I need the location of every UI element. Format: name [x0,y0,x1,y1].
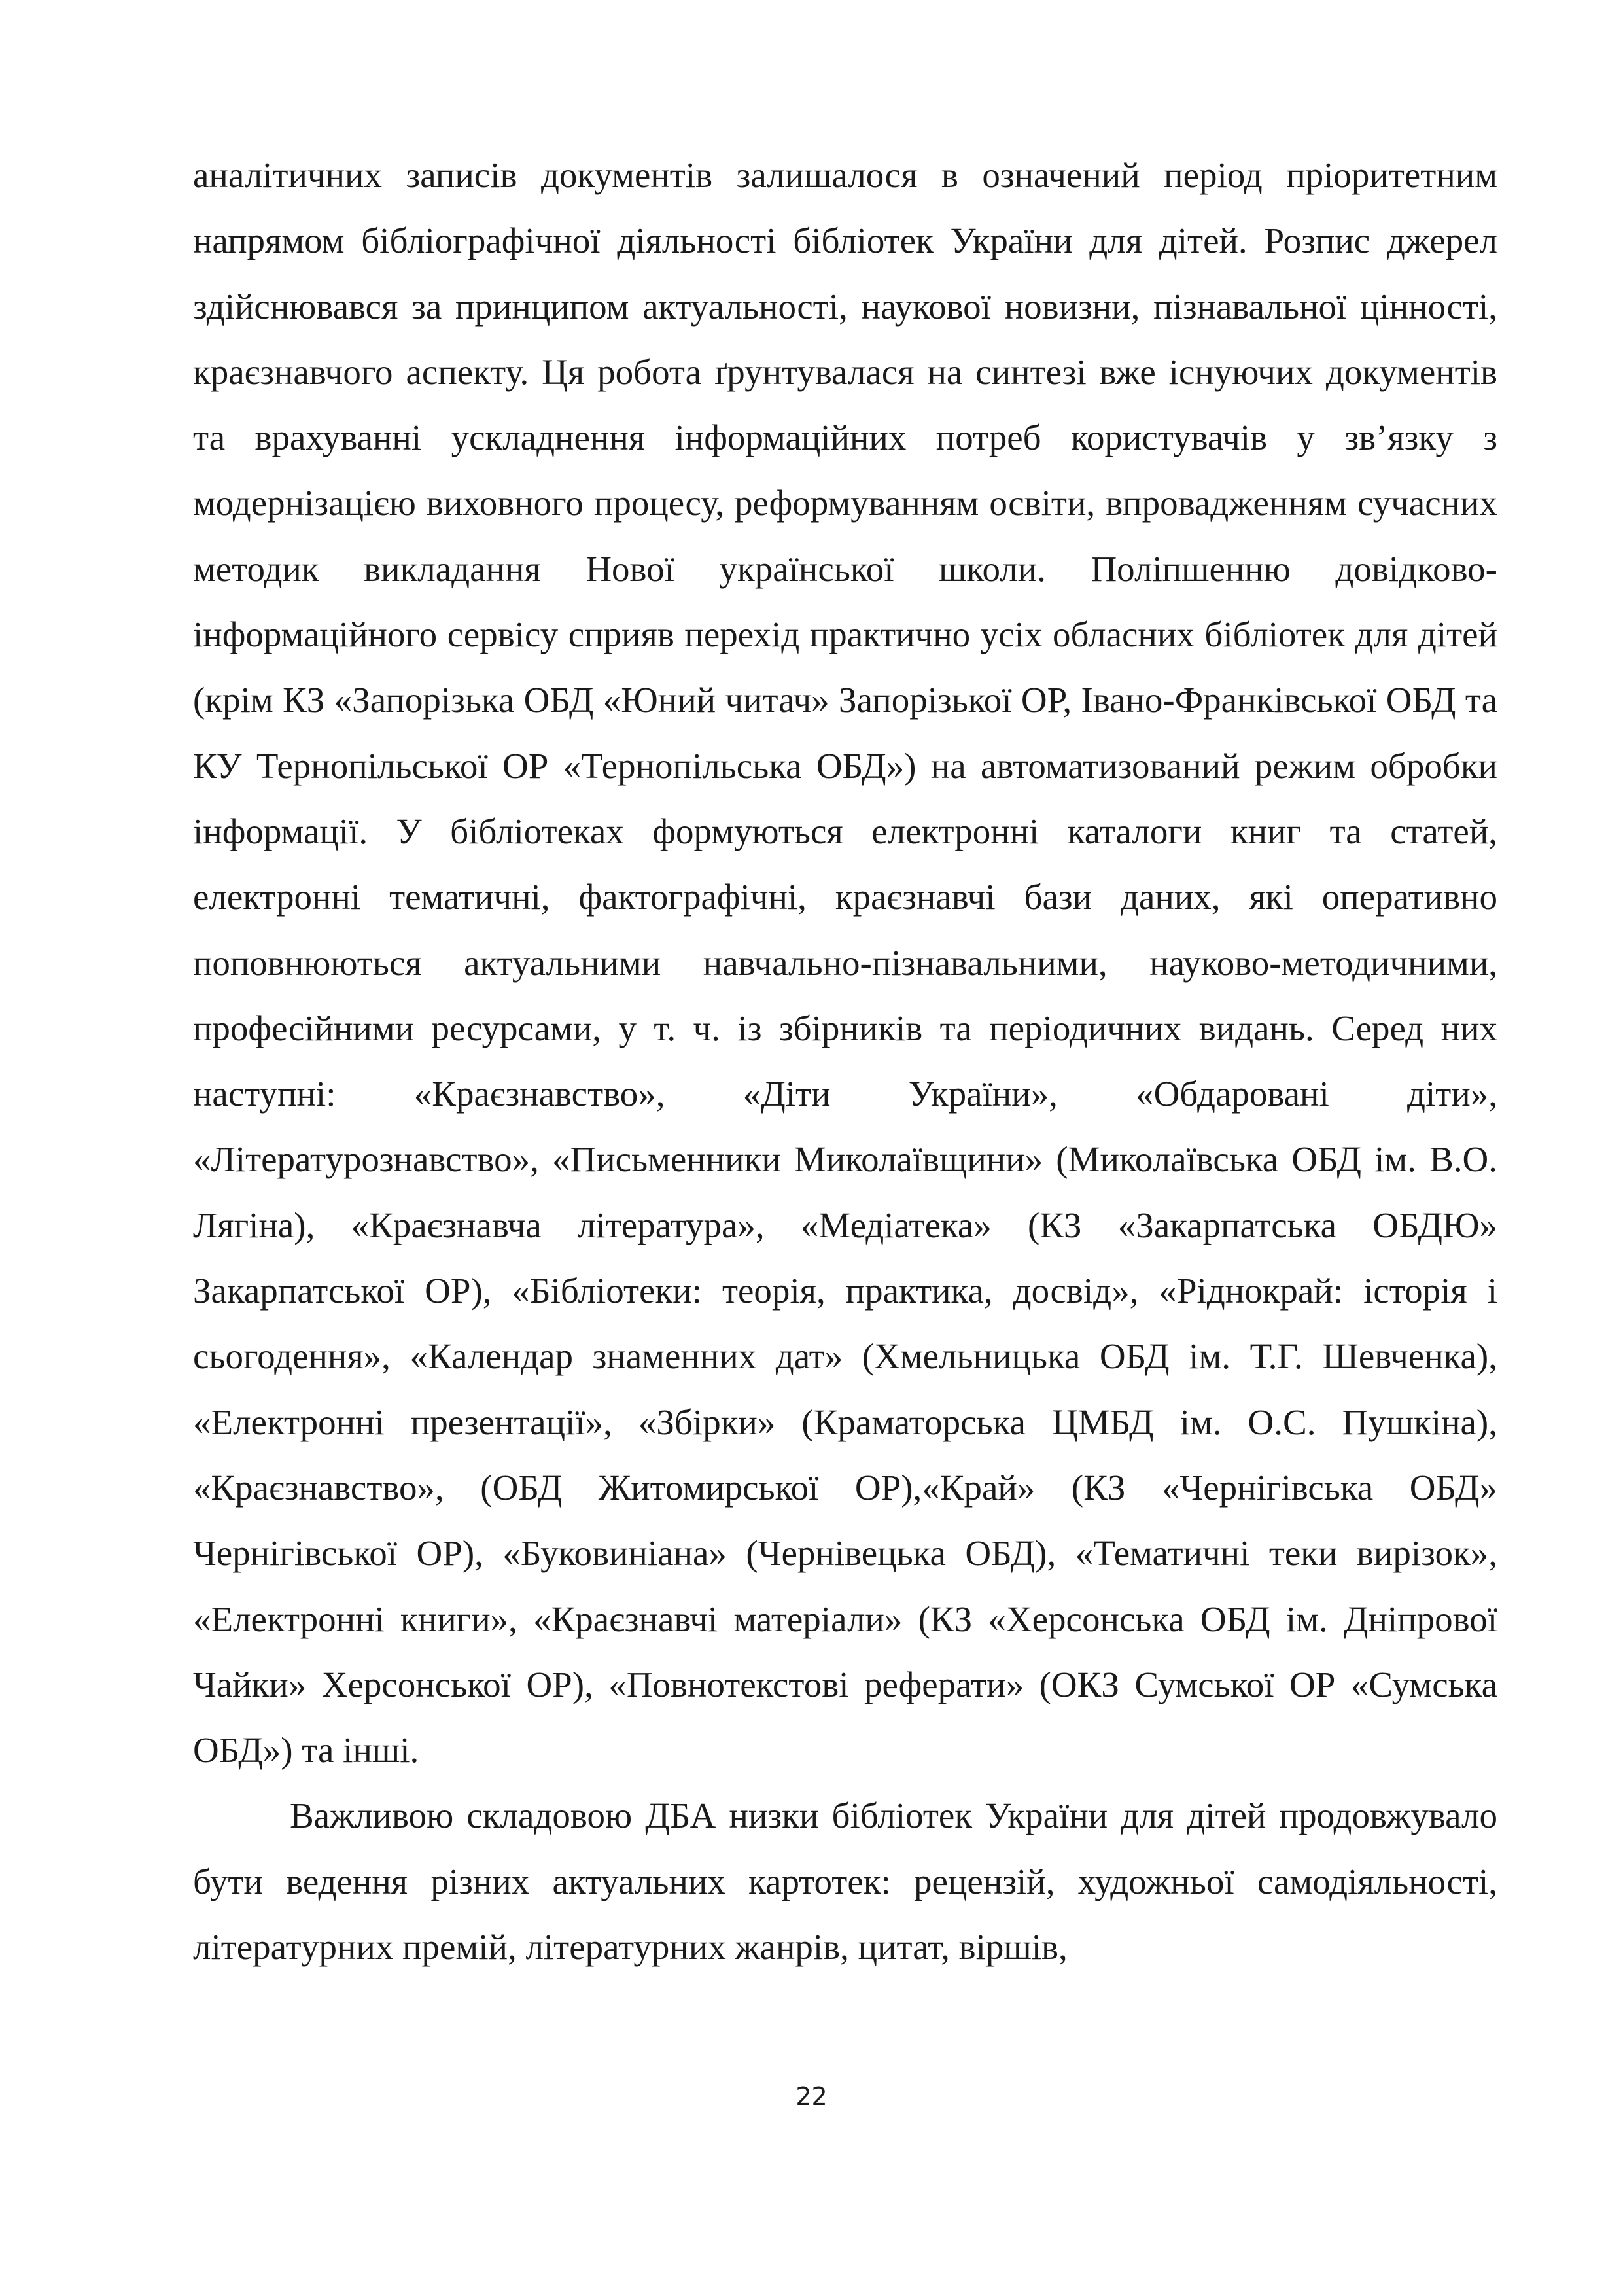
body-text [193,143,1497,1980]
page-number: 22 [795,2082,828,2111]
paragraph-continuation: аналітичних записів документів залишалося в означений період пріоритетним напрямом бібліографічної діяльності бібліотек України для дітей. Розпис джерел здійснювався за принципом актуальності, наукової новизни, пізнавальної цінності, краєзнавчого аспекту. Ця робота ґрунтувалася на синтезі вже існуючих документів та врахуванні ускладнення інформаційних потреб користувачів у зв’язку з модернізацією виховного процесу, реформуванням освіти, впровадженням сучасних методик викладання Нової української школи. Поліпшенню довідково-інформаційного сервісу сприяв перехід практично усіх обласних бібліотек для дітей (крім КЗ «Запорізька ОБД «Юний читач» Запорізької ОР, Івано-Франківської ОБД та КУ Тернопільської ОР «Тернопільська ОБД») на автоматизований режим обробки інформації. У бібліотеках формуються електронні каталоги книг та статей, електронні тематичні, фактографічні, краєзнавчі бази даних, які оперативно поповнюються актуальними навчально-пізнавальними, науково-методичними, професійними ресурсами, у т. ч. із збірників та періодичних видань. Серед них наступні: «Краєзнавство», «Діти України», «Обдаровані діти», «Літературознавство», «Письменники Миколаївщини» (Миколаївська ОБД ім. В.О. Лягіна), «Краєзнавча література», «Медіатека» (КЗ «Закарпатська ОБДЮ» Закарпатської ОР), «Бібліотеки: теорія, практика, досвід», «Ріднокрай: історія і сьогодення», «Календар знаменних дат» (Хмельницька ОБД ім. Т.Г. Шевченка), «Електронні презентації», «Збірки» (Краматорська ЦМБД ім. О.С. Пушкіна), «Краєзнавство», (ОБД Житомирської ОР),«Край» (КЗ «Чернігівська ОБД» Чернігівської ОР), «Буковиніана» (Чернівецька ОБД), «Тематичні теки вирізок», «Електронні книги», «Краєзнавчі матеріали» (КЗ «Херсонська ОБД ім. Дніпрової Чайки» Херсонської ОР), «Повнотекстові реферати» (ОКЗ Сумської ОР «Сумська ОБД») та інші. [193,155,1497,1771]
paragraph-body: Важливою складовою ДБА низки бібліотек України для дітей продовжувало бути ведення різних актуальних картотек: рецензій, художньої самодіяльності, літературних премій, літературних жанрів, цитат, віршів, [193,1795,1497,1968]
